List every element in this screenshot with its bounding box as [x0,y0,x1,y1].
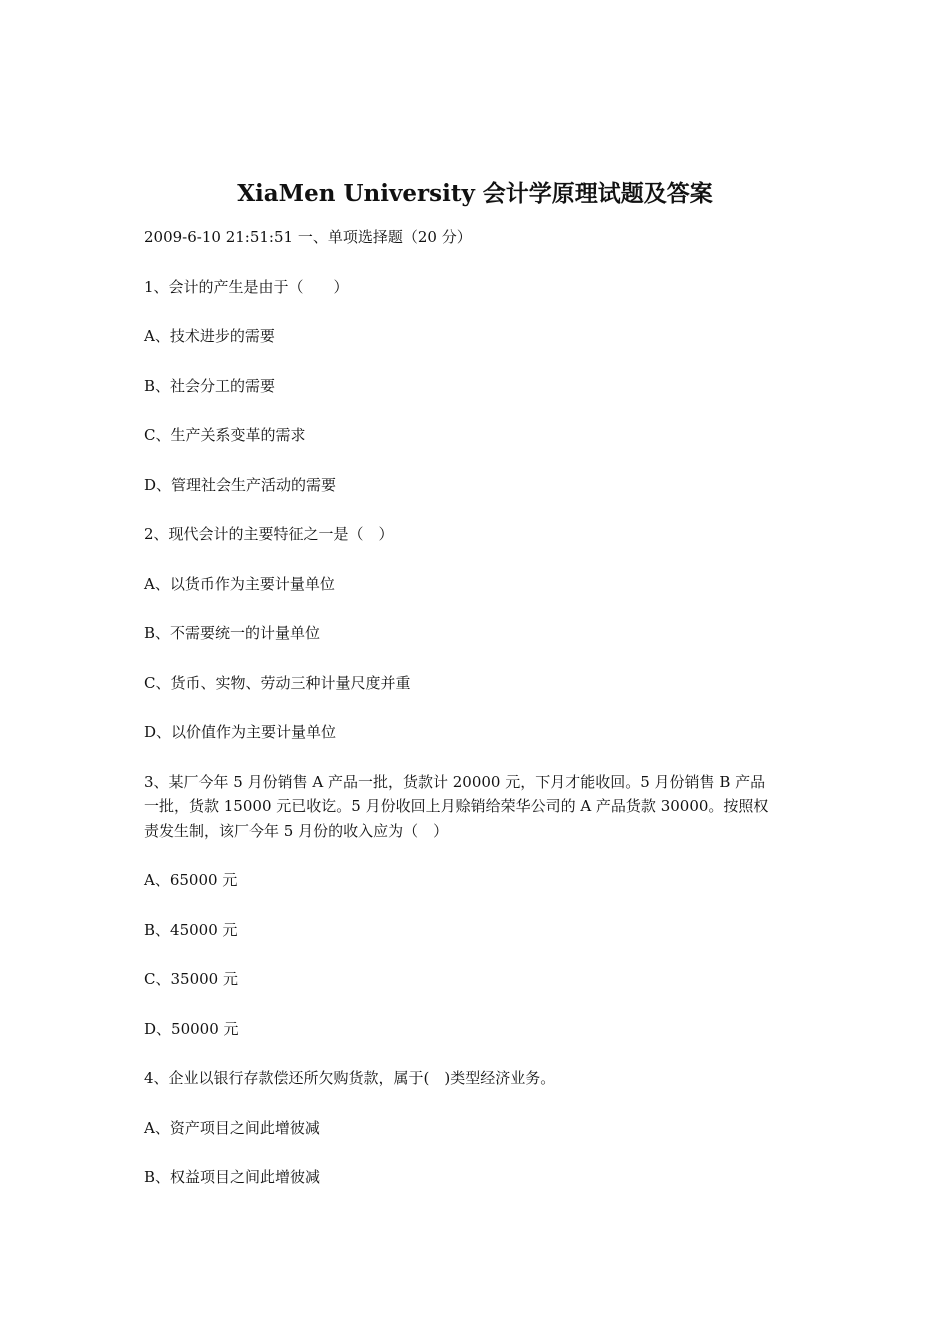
document-title: XiaMen University 会计学原理试题及答案 [237,180,713,207]
question-2-option-d: D、以价值作为主要计量单位 [144,723,337,741]
question-1-option-a: A、技术进步的需要 [144,327,275,345]
question-2-option-b: B、不需要统一的计量单位 [144,624,321,642]
question-3-line-1: 3、某厂今年 5 月份销售 A 产品一批，货款计 20000 元，下月才能收回。5 月份销售 B 产品 [144,772,766,791]
question-2-option-c: C、货币、实物、劳动三种计量尺度并重 [144,673,411,692]
question-2: 2、现代会计的主要特征之一是（ ） [144,525,394,543]
question-3-option-a: A、65000 元 [144,871,238,889]
question-4-option-b: B、权益项目之间此增彼减 [144,1168,321,1186]
question-3-option-b: B、45000 元 [144,920,238,939]
question-1-option-d: D、管理社会生产活动的需要 [144,475,337,494]
question-1: 1、会计的产生是由于（ ） [144,277,349,296]
question-3-option-d: D、50000 元 [144,1019,239,1038]
question-3-line-3: 责发生制，该厂今年 5 月份的收入应为（ ） [144,821,449,840]
question-2-option-a: A、以货币作为主要计量单位 [144,574,335,593]
date-and-section-heading: 2009-6-10 21:51:51 一、单项选择题（20 分） [144,228,472,246]
question-3-line-2: 一批，货款 15000 元已收讫。5 月份收回上月赊销给荣华公司的 A 产品货款 30000。按照权 [144,797,769,815]
question-4-option-a: A、资产项目之间此增彼减 [144,1118,320,1137]
question-1-option-c: C、生产关系变革的需求 [144,426,306,444]
question-3 [144,770,809,844]
question-3-option-c: C、35000 元 [144,970,238,988]
question-1-option-b: B、社会分工的需要 [144,376,276,395]
document-body [144,225,809,1215]
question-4: 4、企业以银行存款偿还所欠购货款，属于( )类型经济业务。 [144,1069,556,1087]
